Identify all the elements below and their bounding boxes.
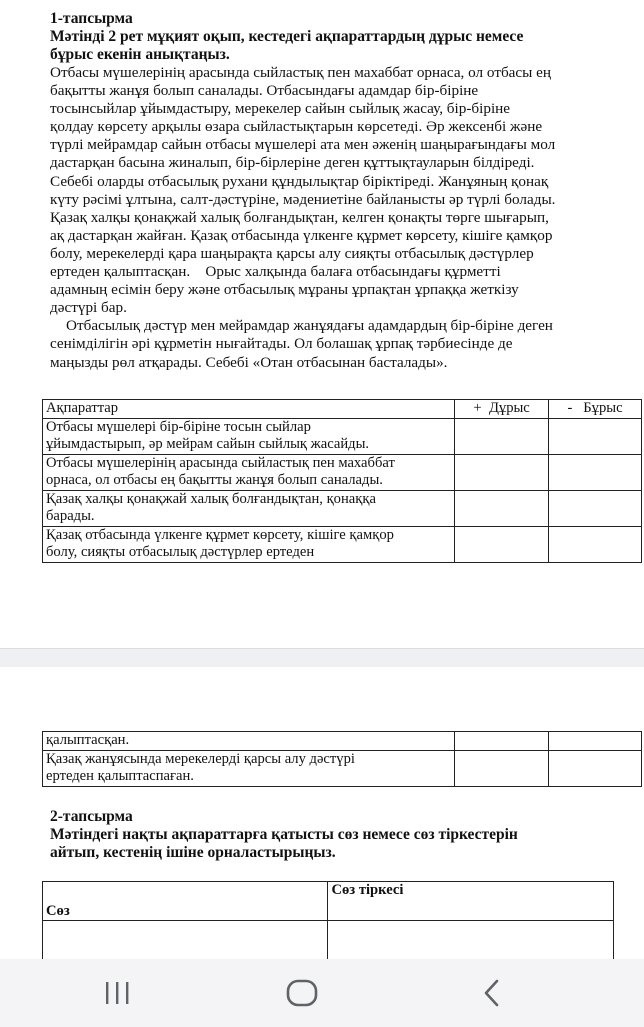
false-answer-cell[interactable] <box>549 526 642 562</box>
false-answer-cell[interactable] <box>549 418 642 454</box>
document-page-2 <box>0 667 644 959</box>
page-separator <box>0 648 644 668</box>
false-answer-cell[interactable] <box>549 750 642 786</box>
task1-text <box>50 64 610 372</box>
text-line: Себебі оларды отбасылық рухани құндылықтар біріктіреді. Жанұяның қонақ <box>50 172 549 190</box>
statement-line: Отбасы мүшелері бір-біріне тосын сыйлар <box>46 418 311 435</box>
column-header-information: Ақпараттар <box>43 400 455 419</box>
word-answer-cell[interactable] <box>43 921 328 960</box>
home-icon <box>285 978 319 1008</box>
statement-cell <box>43 732 455 751</box>
text-line: Отбасылық дәстүр мен мейрамдар жанұядағы адамдардың бір-біріне деген <box>66 317 553 335</box>
task2-heading: 2-тапсырма <box>50 808 133 825</box>
text-line: түрлі мейрамдар сайын отбасы мүшелері ата мен әженің шаңырағындағы мол <box>50 136 556 154</box>
true-false-table <box>42 399 642 563</box>
statement-line: ұйымдастырып, әр мейрам сайын сыйлық жасайды. <box>46 436 370 452</box>
column-header-true: + Дұрыс <box>455 400 549 419</box>
text-line: дәстүрі бар. <box>50 299 127 317</box>
back-button[interactable] <box>460 959 524 1027</box>
column-header-word: Сөз <box>43 882 328 921</box>
statement-cell <box>43 490 455 526</box>
table-row <box>43 921 614 960</box>
table-row <box>43 418 642 454</box>
text-line: қолдау көрсету арқылы өзара сыйластықтарын көрсетеді. Әр жексенбі және <box>50 118 543 136</box>
word-phrase-table <box>42 881 614 960</box>
text-line: ертеден қалыптасқан. Орыс халқында балаға отбасындағы құрметті <box>50 263 501 281</box>
text-line: бақытты жанұя болып саналады. Отбасындағы адамдар бір-біріне <box>50 82 479 100</box>
column-header-false: - Бұрыс <box>549 400 642 419</box>
task2-instruction-line: Мәтіндегі нақты ақпараттарға қатысты сөз немесе сөз тіркестерін <box>50 826 518 843</box>
recent-apps-icon <box>102 980 132 1006</box>
text-line: адамның есімін беру және отбасылық мұраны ұрпақтан ұрпаққа жеткізу <box>50 281 519 299</box>
text-line: болу, мерекелерді қара шаңырақта қарсы алу сияқты отбасылық дәстүрлер <box>50 244 534 262</box>
statement-line: ертеден қалыптаспаған. <box>46 768 194 784</box>
text-line: тосынсыйлар ұйымдастыру, мерекелер сайын сыйлық жасау, бір-біріне <box>50 100 511 118</box>
text-line: Қазақ халқы қонақжай халық болғандықтан, келген қонақты төрге шығарып, <box>50 208 549 226</box>
text-line: күту рәсімі ұлтына, салт-дәстүріне, мәдениетіне байланысты әр түрлі болады. <box>50 190 556 208</box>
statement-line: Қазақ жанұясында мерекелерді қарсы алу дәстүрі <box>46 750 355 767</box>
statement-line: Отбасы мүшелерінің арасында сыйластық пен махаббат <box>46 454 395 471</box>
statement-cell <box>43 526 455 562</box>
text-line: сенімділігін әрі құрметін нығайтады. Ол болашақ ұрпақ тәрбиесінде де <box>50 335 513 353</box>
table-row <box>43 750 642 786</box>
statement-cell <box>43 418 455 454</box>
false-answer-cell[interactable] <box>549 732 642 751</box>
statement-line: қалыптасқан. <box>46 732 130 748</box>
column-header-phrase: Сөз тіркесі <box>328 882 614 921</box>
statement-line: барады. <box>46 508 95 524</box>
task1-instruction-line: бұрыс екенін анықтаңыз. <box>50 46 230 63</box>
navigation-bar <box>0 959 644 1027</box>
task2-instruction-line: айтып, кестенің ішіне орналастырыңыз. <box>50 844 336 861</box>
statement-cell <box>43 454 455 490</box>
table-row <box>43 454 642 490</box>
statement-cell <box>43 750 455 786</box>
phrase-answer-cell[interactable] <box>328 921 614 960</box>
true-false-table-continued <box>42 731 642 787</box>
true-answer-cell[interactable] <box>455 454 549 490</box>
text-line: маңызды рөл атқарады. Себебі «Отан отбасынан басталады». <box>50 353 448 371</box>
table-row <box>43 732 642 751</box>
text-line: Отбасы мүшелерінің арасында сыйластық пен махаббат орнаса, ол отбасы ең <box>50 64 552 81</box>
table-row <box>43 490 642 526</box>
text-line: дастарқан басына жиналып, бір-бірлеріне деген құттықтауларын білдіреді. <box>50 154 535 172</box>
statement-line: орнаса, ол отбасы ең бақытты жанұя болып саналады. <box>46 472 383 488</box>
home-button[interactable] <box>270 959 334 1027</box>
task1-instruction-line: Мәтінді 2 рет мұқият оқып, кестедегі ақпараттардың дұрыс немесе <box>50 28 524 45</box>
true-answer-cell[interactable] <box>455 490 549 526</box>
table-header-row <box>43 882 614 921</box>
table-header-row <box>43 400 642 419</box>
false-answer-cell[interactable] <box>549 490 642 526</box>
statement-line: Қазақ халқы қонақжай халық болғандықтан, қонаққа <box>46 490 376 507</box>
true-answer-cell[interactable] <box>455 526 549 562</box>
true-answer-cell[interactable] <box>455 732 549 751</box>
true-answer-cell[interactable] <box>455 750 549 786</box>
false-answer-cell[interactable] <box>549 454 642 490</box>
statement-line: Қазақ отбасында үлкенге құрмет көрсету, кішіге қамқор <box>46 526 394 543</box>
statement-line: болу, сияқты отбасылық дәстүрлер ертеден <box>46 544 315 560</box>
task1-heading: 1-тапсырма <box>50 10 133 27</box>
true-answer-cell[interactable] <box>455 418 549 454</box>
text-line: ақ дастарқан жайған. Қазақ отбасында үлкенге құрмет көрсету, кішіге қамқор <box>50 226 553 244</box>
table-row <box>43 526 642 562</box>
back-icon <box>480 978 504 1008</box>
recent-apps-button[interactable] <box>85 959 149 1027</box>
